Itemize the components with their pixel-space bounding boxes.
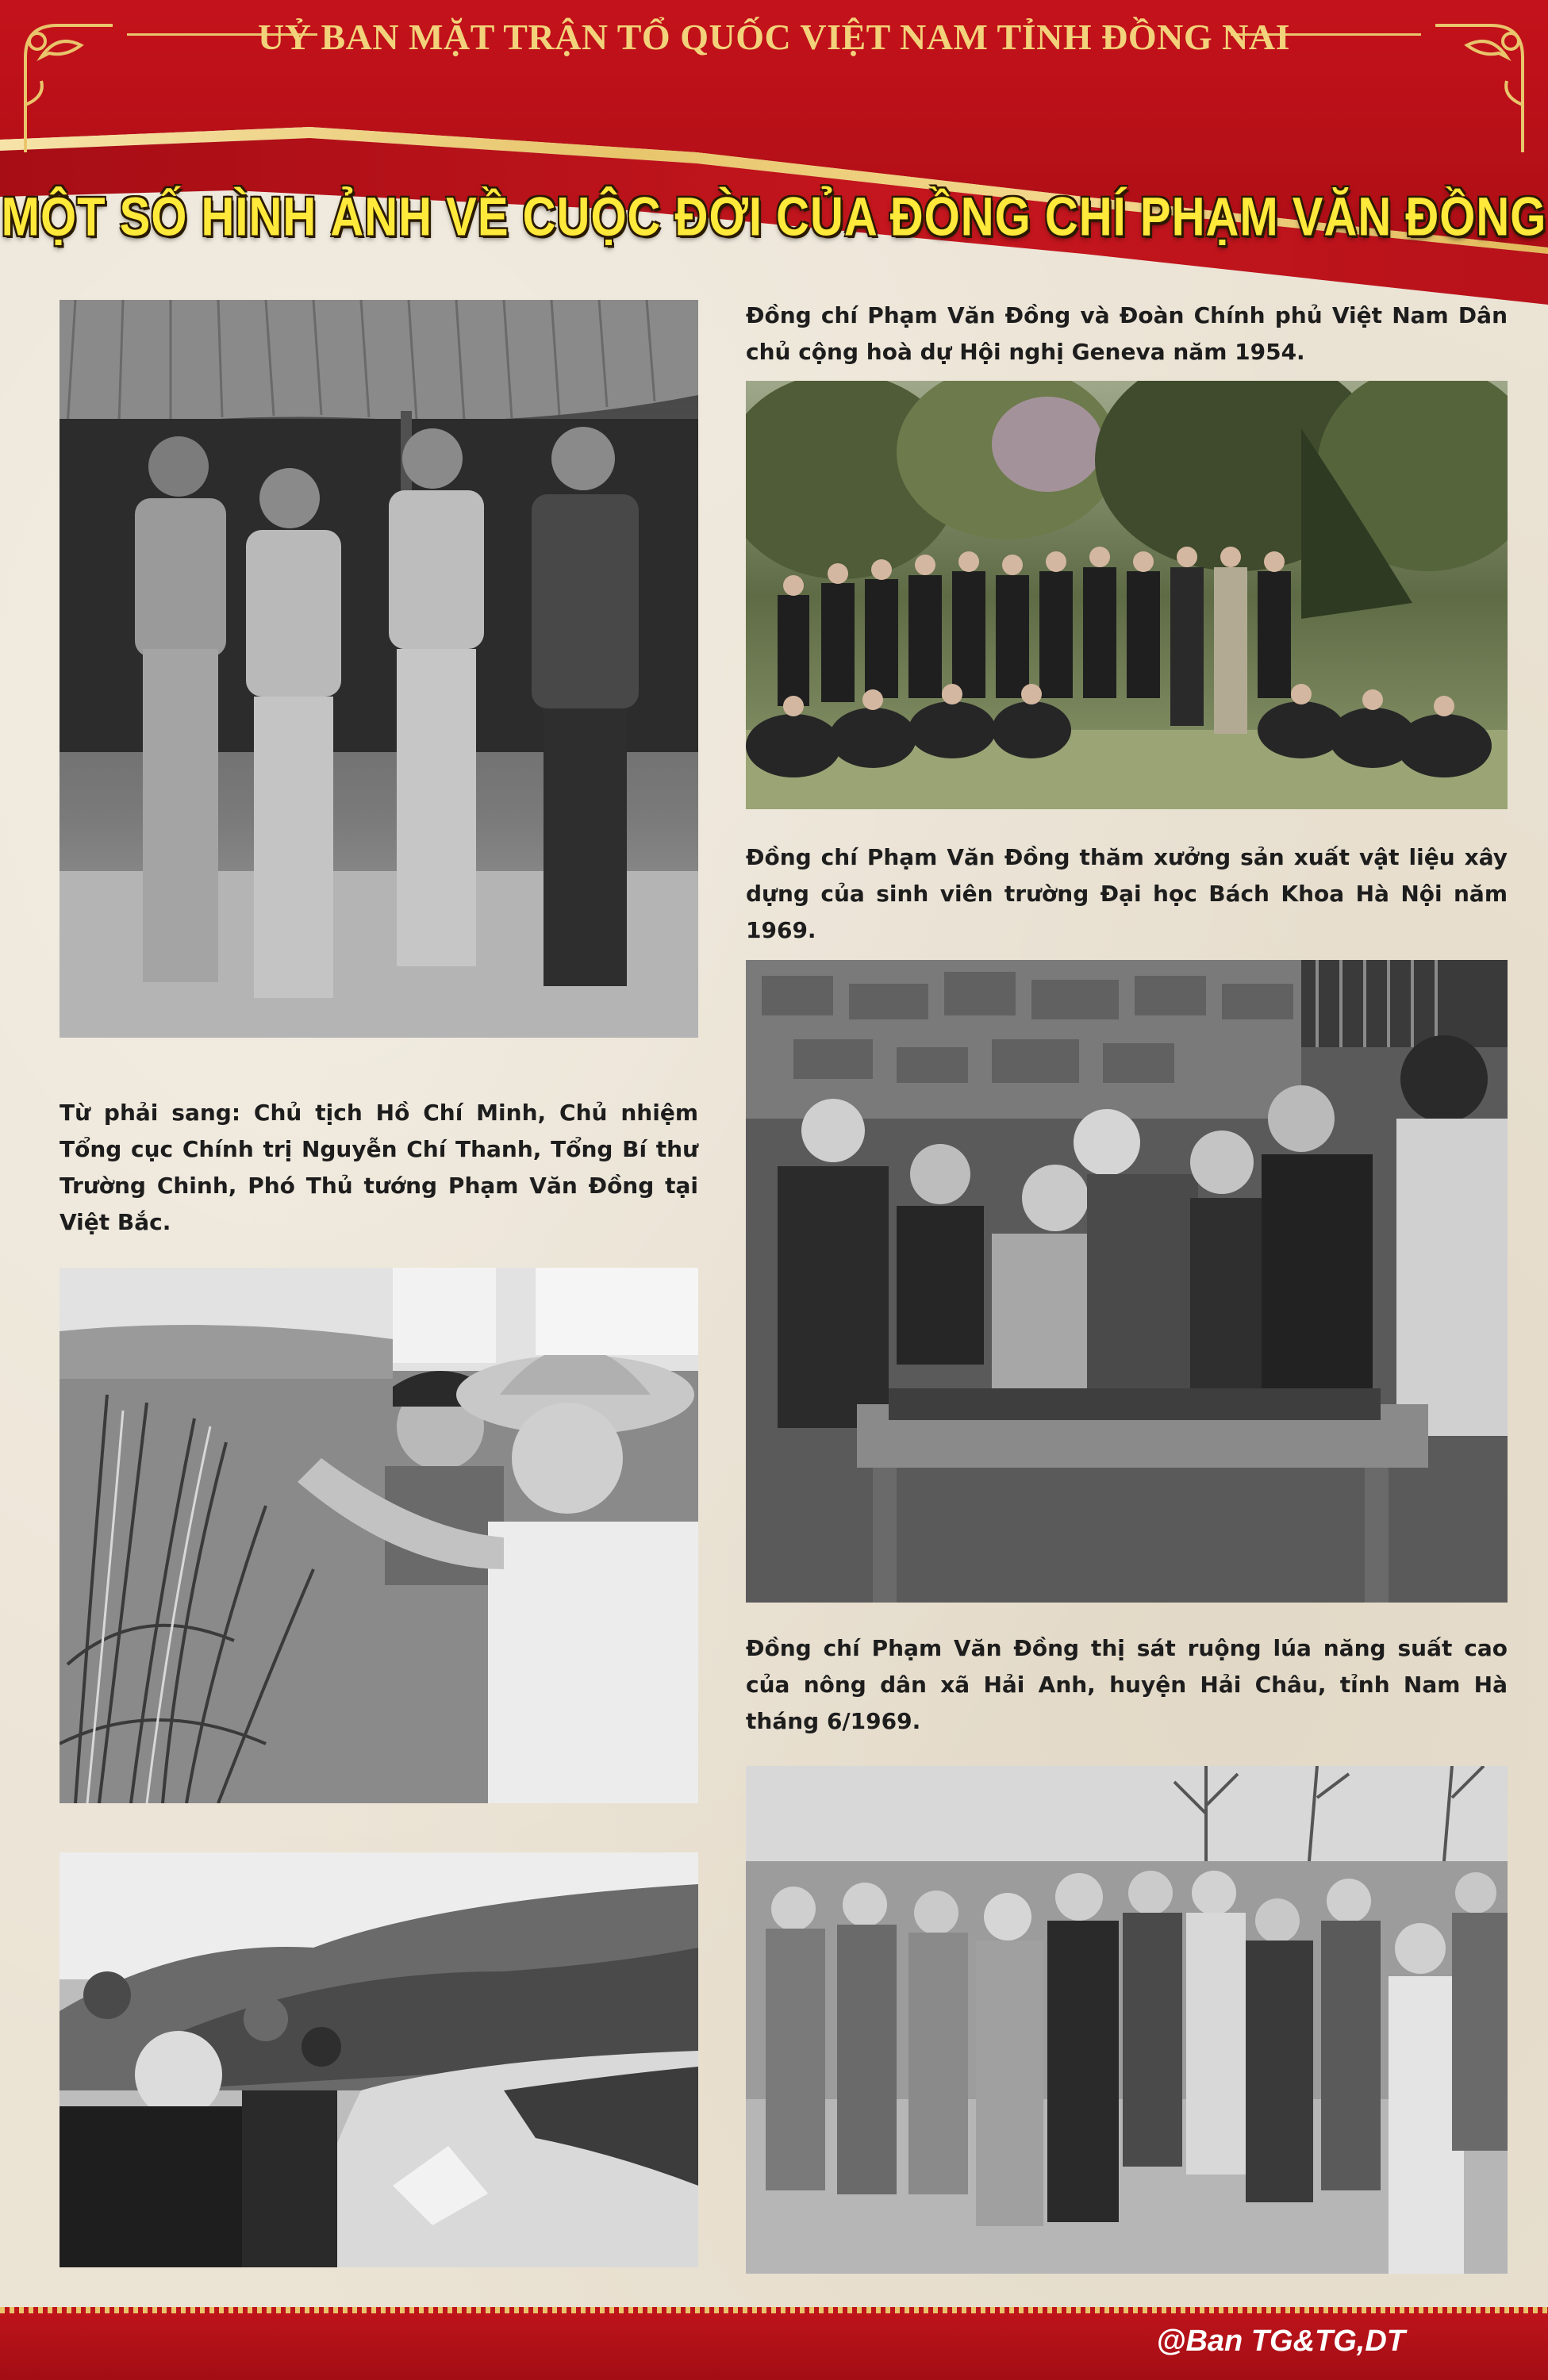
header-banner xyxy=(0,0,1548,317)
credit-text: @Ban TG&TG,DT xyxy=(1156,2324,1405,2358)
caption-hai-anh: Đồng chí Phạm Văn Đồng thị sát ruộng lúa năng suất cao của nông dân xã Hải Anh, huyện Hải Châu, tỉnh Nam Hà tháng 6/1969. xyxy=(746,1635,1508,1734)
page-title: MỘT SỐ HÌNH ẢNH VỀ CUỘC ĐỜI CỦA ĐỒNG CHÍ PHẠM VĂN ĐỒNG xyxy=(1,186,1547,248)
caption-geneva: Đồng chí Phạm Văn Đồng và Đoàn Chính phủ Việt Nam Dân chủ cộng hoà dự Hội nghị Geneva năm 1954. xyxy=(746,302,1508,365)
photo-river xyxy=(60,1852,698,2267)
photo-rice-field xyxy=(60,1268,698,1803)
organization-title: UỶ BAN MẶT TRẬN TỔ QUỐC VIỆT NAM TỈNH ĐỒNG NAI xyxy=(258,17,1290,57)
photo-bach-khoa xyxy=(746,960,1508,1603)
caption-viet-bac: Từ phải sang: Chủ tịch Hồ Chí Minh, Chủ nhiệm Tổng cục Chính trị Nguyễn Chí Thanh, Tổng Bí thư Trường Chinh, Phó Thủ tướng Phạm Văn Đồng tại Việt Bắc. xyxy=(60,1100,698,1235)
footer-stripe xyxy=(0,2307,1548,2313)
photo-viet-bac xyxy=(60,300,698,1038)
photo-hai-anh xyxy=(746,1766,1508,2274)
photo-geneva xyxy=(746,381,1508,809)
caption-bach-khoa: Đồng chí Phạm Văn Đồng thăm xưởng sản xuất vật liệu xây dựng của sinh viên trường Đại học Bách Khoa Hà Nội năm 1969. xyxy=(746,844,1508,943)
